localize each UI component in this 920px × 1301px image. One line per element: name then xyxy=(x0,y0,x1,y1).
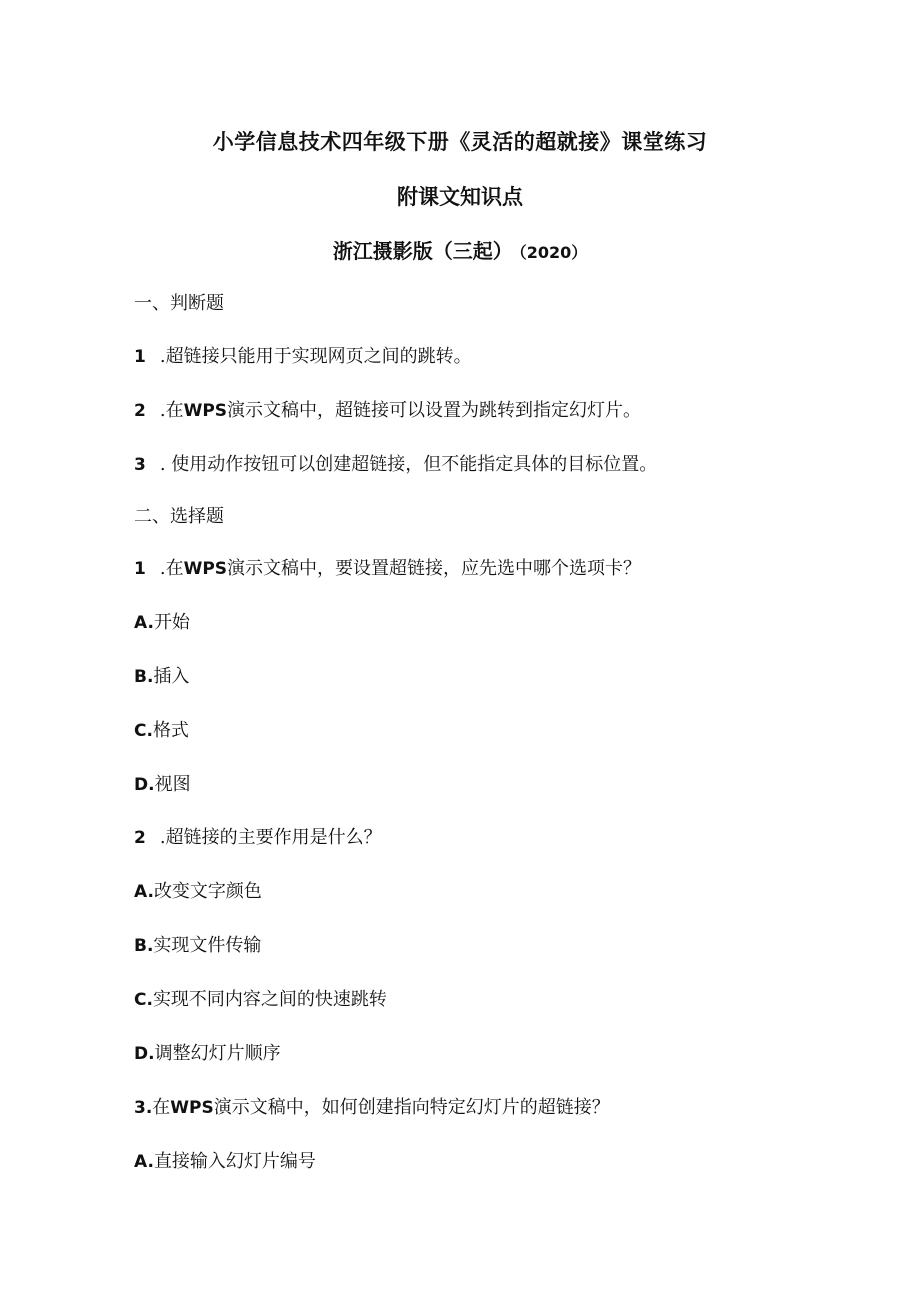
option-text: 视图 xyxy=(154,774,191,795)
option-a xyxy=(134,879,834,905)
mc-question-1 xyxy=(134,556,834,582)
question-text: . 使用动作按钮可以创建超链接，但不能指定具体的目标位置。 xyxy=(159,454,658,475)
question-text-prefix: .在 xyxy=(159,558,184,579)
mc-question-2 xyxy=(134,825,834,851)
option-c xyxy=(134,718,834,744)
option-a xyxy=(134,610,834,636)
section-heading-multiple-choice: 二、选择题 xyxy=(134,506,224,527)
option-text: 调整幻灯片顺序 xyxy=(154,1043,281,1064)
option-letter: A. xyxy=(134,1152,154,1172)
option-d xyxy=(134,772,834,798)
question-text-bold: WPS xyxy=(183,401,228,421)
option-letter: C. xyxy=(134,990,153,1010)
option-a xyxy=(134,1149,834,1175)
tf-question-2 xyxy=(134,398,834,424)
option-text: 开始 xyxy=(153,612,190,633)
option-letter: C. xyxy=(134,721,153,741)
edition-year: （2020） xyxy=(518,243,588,262)
mc-question-3 xyxy=(134,1095,834,1121)
option-c xyxy=(134,987,834,1013)
option-letter: B. xyxy=(134,667,154,687)
option-text: 实现文件传输 xyxy=(153,935,262,956)
question-number: 1 xyxy=(134,347,146,367)
option-text: 改变文字颜色 xyxy=(153,881,262,902)
option-text: 直接输入幻灯片编号 xyxy=(153,1151,316,1172)
tf-question-1 xyxy=(134,344,834,370)
question-text: .超链接的主要作用是什么？ xyxy=(159,827,382,848)
tf-question-3 xyxy=(134,452,834,478)
option-letter: B. xyxy=(134,936,154,956)
edition-name: 浙江摄影版（三起） xyxy=(332,239,513,263)
question-text-bold: WPS xyxy=(183,559,228,579)
question-number: 1 xyxy=(134,559,146,579)
question-text-suffix: 演示文稿中，如何创建指向特定幻灯片的超链接？ xyxy=(213,1097,610,1118)
option-letter: A. xyxy=(134,882,154,902)
document-edition xyxy=(0,236,920,268)
option-letter: D. xyxy=(134,775,155,795)
option-letter: A. xyxy=(134,613,154,633)
document-title: 小学信息技术四年级下册《灵活的超就接》课堂练习 xyxy=(212,130,708,154)
option-text: 插入 xyxy=(153,666,190,687)
question-text: .超链接只能用于实现网页之间的跳转。 xyxy=(159,346,472,367)
question-number: 2 xyxy=(134,828,146,848)
question-text-prefix: .在 xyxy=(159,400,184,421)
question-text-bold: WPS xyxy=(170,1098,214,1118)
question-text-suffix: 演示文稿中，超链接可以设置为跳转到指定幻灯片。 xyxy=(227,400,642,421)
question-number: 3. xyxy=(134,1098,153,1118)
option-text: 实现不同内容之间的快速跳转 xyxy=(152,989,387,1010)
document-subtitle: 附课文知识点 xyxy=(397,185,523,209)
question-text-suffix: 演示文稿中，要设置超链接，应先选中哪个选项卡？ xyxy=(227,558,642,579)
option-text: 格式 xyxy=(152,720,189,741)
option-b xyxy=(134,933,834,959)
option-b xyxy=(134,664,834,690)
question-text-prefix: 在 xyxy=(152,1097,171,1118)
option-letter: D. xyxy=(134,1044,155,1064)
section-heading-true-false: 一、判断题 xyxy=(134,293,224,314)
question-number: 3 xyxy=(134,455,146,475)
option-d xyxy=(134,1041,834,1067)
question-number: 2 xyxy=(134,401,146,421)
